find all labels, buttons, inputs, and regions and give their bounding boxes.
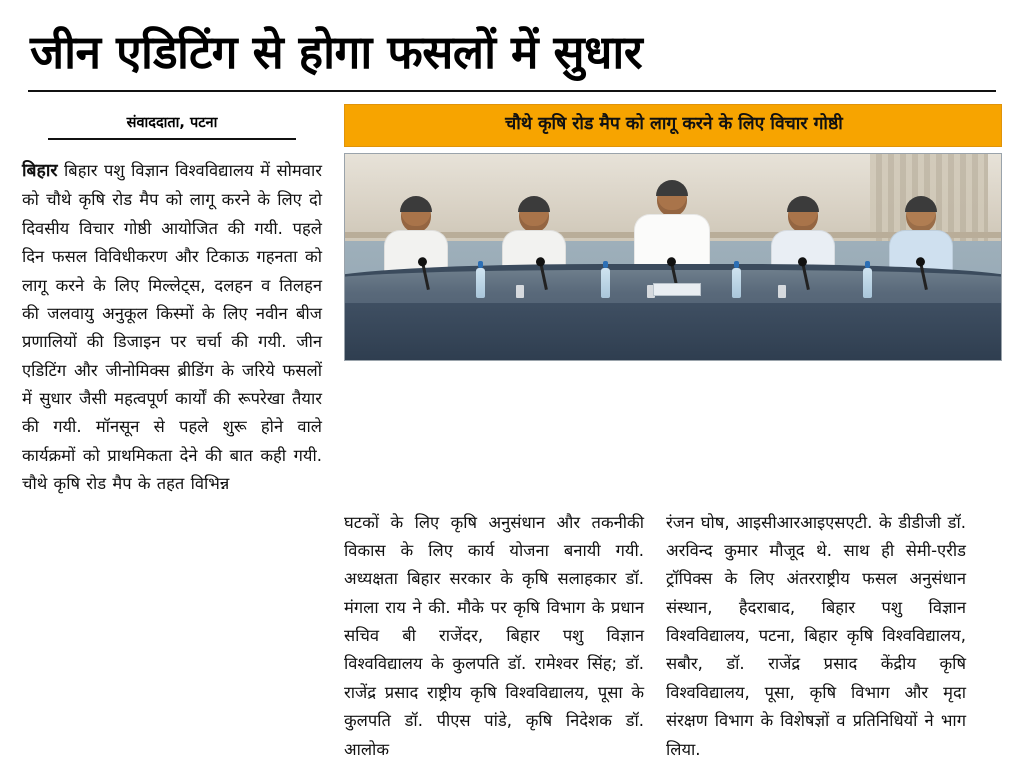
photo-block [344, 104, 1002, 361]
column-one [22, 104, 322, 498]
water-bottle [732, 268, 741, 298]
article-paragraph-one-text: बिहार पशु विज्ञान विश्वविद्यालय में सोमवार को चौथे कृषि रोड मैप को लागू करने के लिए दो दिवसीय विचार गोष्ठी आयोजित की गयी. पहले दिन फसल विविधीकरण और टिकाऊ गहनता को लागू करने के लिए मिल्लेट्स, दलहन व तिलहन की जलवायु अनुकूल किस्मों के लिए नवीन बीज प्रणालियों की डिजाइन पर चर्चा की गयी. जीन एडिटिंग और जीनोमिक्स ब्रीडिंग के जरिये फसलों में सुधार जैसी महत्वपूर्ण कार्यों की रूपरेखा तैयार की गयी. मॉनसून से पहले शुरू होने वाले कार्यक्रमों को प्राथमिकता देने की बात कही गयी. चौथे कृषि रोड मैप के तहत विभिन्न [22, 161, 322, 494]
water-bottle [863, 268, 872, 298]
byline: संवाददाता, पटना [48, 112, 296, 140]
drinking-glass [516, 285, 524, 298]
drinking-glass [778, 285, 786, 298]
photo-person-head [906, 198, 936, 232]
photo-person-hair [400, 196, 432, 212]
column-one-spacer [22, 509, 322, 764]
headline-divider [28, 90, 996, 92]
column-two [344, 509, 644, 764]
water-bottle [476, 268, 485, 298]
article-paragraph-one [22, 156, 322, 498]
photo-person-hair [905, 196, 937, 212]
page-title: जीन एडिटिंग से होगा फसलों में सुधार [30, 25, 643, 79]
column-three [666, 509, 966, 764]
photo-table-front [344, 303, 1002, 361]
conference-photo [344, 153, 1002, 361]
water-bottle [601, 268, 610, 298]
article-paragraph-three: रंजन घोष, आइसीआरआइएसएटी. के डीडीजी डॉ. अरविन्द कुमार मौजूद थे. साथ ही सेमी-एरीड ट्रॉपिक्स के लिए अंतरराष्ट्रीय फसल अनुसंधान संस्थान, हैदराबाद, बिहार पशु विज्ञान विश्वविद्यालय, पटना, बिहार कृषि विश्वविद्यालय, सबौर, डॉ. राजेंद्र प्रसाद केंद्रीय कृषि विश्वविद्यालय, पूसा, कृषि विभाग और मृदा संरक्षण विभाग के विशेषज्ञों व प्रतिनिधियों ने भाग लिया. [666, 512, 966, 759]
article-top-region [22, 104, 1002, 498]
article-lower-region [22, 509, 1002, 764]
photo-person-hair [656, 180, 688, 196]
photo-person-hair [518, 196, 550, 212]
photo-person-head [788, 198, 818, 232]
photo-person-head [401, 198, 431, 232]
article-paragraph-two: घटकों के लिए कृषि अनुसंधान और तकनीकी विकास के लिए कार्य योजना बनायी गयी. अध्यक्षता बिहार सरकार के कृषि सलाहकार डॉ. मंगला राय ने की. मौके पर कृषि विभाग के प्रधान सचिव बी राजेंदर, बिहार पशु विज्ञान विश्वविद्यालय के कुलपति डॉ. रामेश्वर सिंह; डॉ. राजेंद्र प्रसाद राष्ट्रीय कृषि विश्वविद्यालय, पूसा के कुलपति डॉ. पीएस पांडे, कृषि निदेशक डॉ. आलोक [344, 512, 644, 759]
name-plate [653, 283, 701, 296]
photo-caption: चौथे कृषि रोड मैप को लागू करने के लिए विचार गोष्ठी [344, 104, 1002, 147]
photo-person-head [519, 198, 549, 232]
photo-person-head [657, 182, 687, 216]
drop-cap-word: बिहार [22, 161, 58, 182]
photo-person-hair [787, 196, 819, 212]
